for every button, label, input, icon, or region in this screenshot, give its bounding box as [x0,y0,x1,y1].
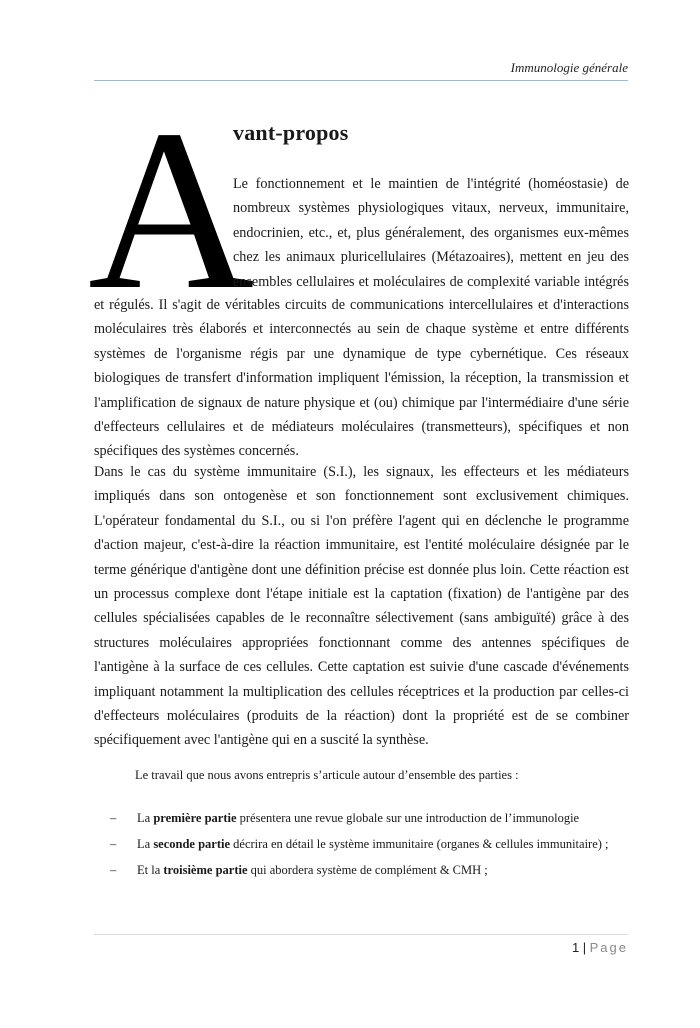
section-heading: vant-propos [233,120,349,145]
text-line: endocrinien, etc., et, plus généralement, des organismes eux-mêmes [233,224,629,241]
text-line: un processus complexe dont l'étape initiale est la captation (fixation) de l'antigène par des [94,586,629,603]
text-line: spécifiques des systèmes concernés. [94,443,299,460]
text-line: Le fonctionnement et le maintien de l'intégrité (homéostasie) de [233,176,629,192]
text-line: d'effecteurs cellulaires et de médiateurs moléculaires (transmetteurs), spécifiques et non [94,419,629,436]
page-number: 1 [572,940,580,955]
item-description: présentera une revue globale sur une introduction de l’immunologie [236,811,580,825]
body-paragraph-1 [94,293,629,464]
item-part-name: seconde partie [153,837,231,851]
footer-separator: | [582,940,587,955]
header-divider [94,80,628,81]
text-line: systèmes de l'organisme régis par une dynamique de type cybernétique. Ces réseaux [94,345,629,362]
text-line: impliqués dans son ontogenèse et son fonctionnement sont exclusivement chimiques. [94,488,629,505]
text-line: chez les animaux pluricellulaires (Métazoaires), mettent en jeu des [233,249,629,266]
text-line: ensembles cellulaires et moléculaires de complexité variable intégrés [233,273,629,290]
body-paragraph-2 [94,460,629,753]
text-line: d'effecteurs moléculaires (produits de la réaction) dont la propriété est de se combiner [94,708,629,725]
text-line: cellules spécialisées capables de le reconnaître sélectivement (sans ambiguïté) grâce à des [94,610,629,627]
dash-bullet: – [110,811,117,825]
text-line: impliquant notamment la multiplication des cellules réceptrices et la production par celles-ci [94,683,629,700]
text-line: biologiques de transfert d'information impliquent l'émission, la réception, la transmission et [94,370,629,387]
dash-bullet: – [110,863,117,877]
text-line: structures moléculaires appropriées fonctionnant comme des antennes spécifiques de [94,634,629,651]
item-part-name: troisième partie [163,863,248,877]
text-line: Dans le cas du système immunitaire (S.I.), les signaux, les effecteurs et les médiateurs [94,464,629,480]
text-line: nombreux systèmes physiologiques vitaux, nerveux, immunitaire, [233,200,629,217]
item-part-name: première partie [153,811,237,825]
item-description: qui abordera système de complément & CMH ; [247,863,488,877]
text-line: L'opérateur fondamental du S.I., ou si l'on préfère l'agent qui en déclenche le programme [94,512,629,529]
text-line: l'antigène à la surface de ces cellules. Cette captation est suivie d'une cascade d'événements [94,659,629,676]
text-line: terme générique d'antigène dont une définition précise est donnée plus loin. Cette réaction est [94,561,629,578]
item-prefix: La [137,837,154,851]
item-prefix: Et la [137,863,164,877]
text-line: d'action majeur, c'est-à-dire la réaction immunitaire, est l'entité moléculaire désignée par le [94,537,629,554]
page-label: Page [589,940,628,955]
intro-paragraph [233,172,629,294]
text-line: moléculaires très élaborés et interconnectés au sein de chaque système et entre différents [94,321,629,338]
item-prefix: La [137,811,154,825]
item-description: décrira en détail le système immunitaire (organes & cellules immunitaire) ; [230,837,609,851]
parts-list [110,807,630,885]
list-item [110,833,630,855]
list-item [110,807,630,829]
footer-divider [94,934,628,935]
drop-cap-letter: A [88,82,255,337]
parts-intro-text: Le travail que nous avons entrepris s’articule autour d’ensemble des parties : [135,768,519,782]
running-header-title: Immunologie générale [510,60,628,75]
text-line: spécifiquement avec l'antigène qui en a suscité la synthèse. [94,732,429,749]
dash-bullet: – [110,837,117,851]
list-item [110,859,630,881]
text-line: et régulés. Il s'agit de véritables circuits de communications intercellulaires et d'interactions [94,297,629,313]
text-line: l'amplification de signaux de nature physique et (ou) chimique par l'intermédiaire d'une série [94,394,629,411]
page-footer [572,940,628,955]
